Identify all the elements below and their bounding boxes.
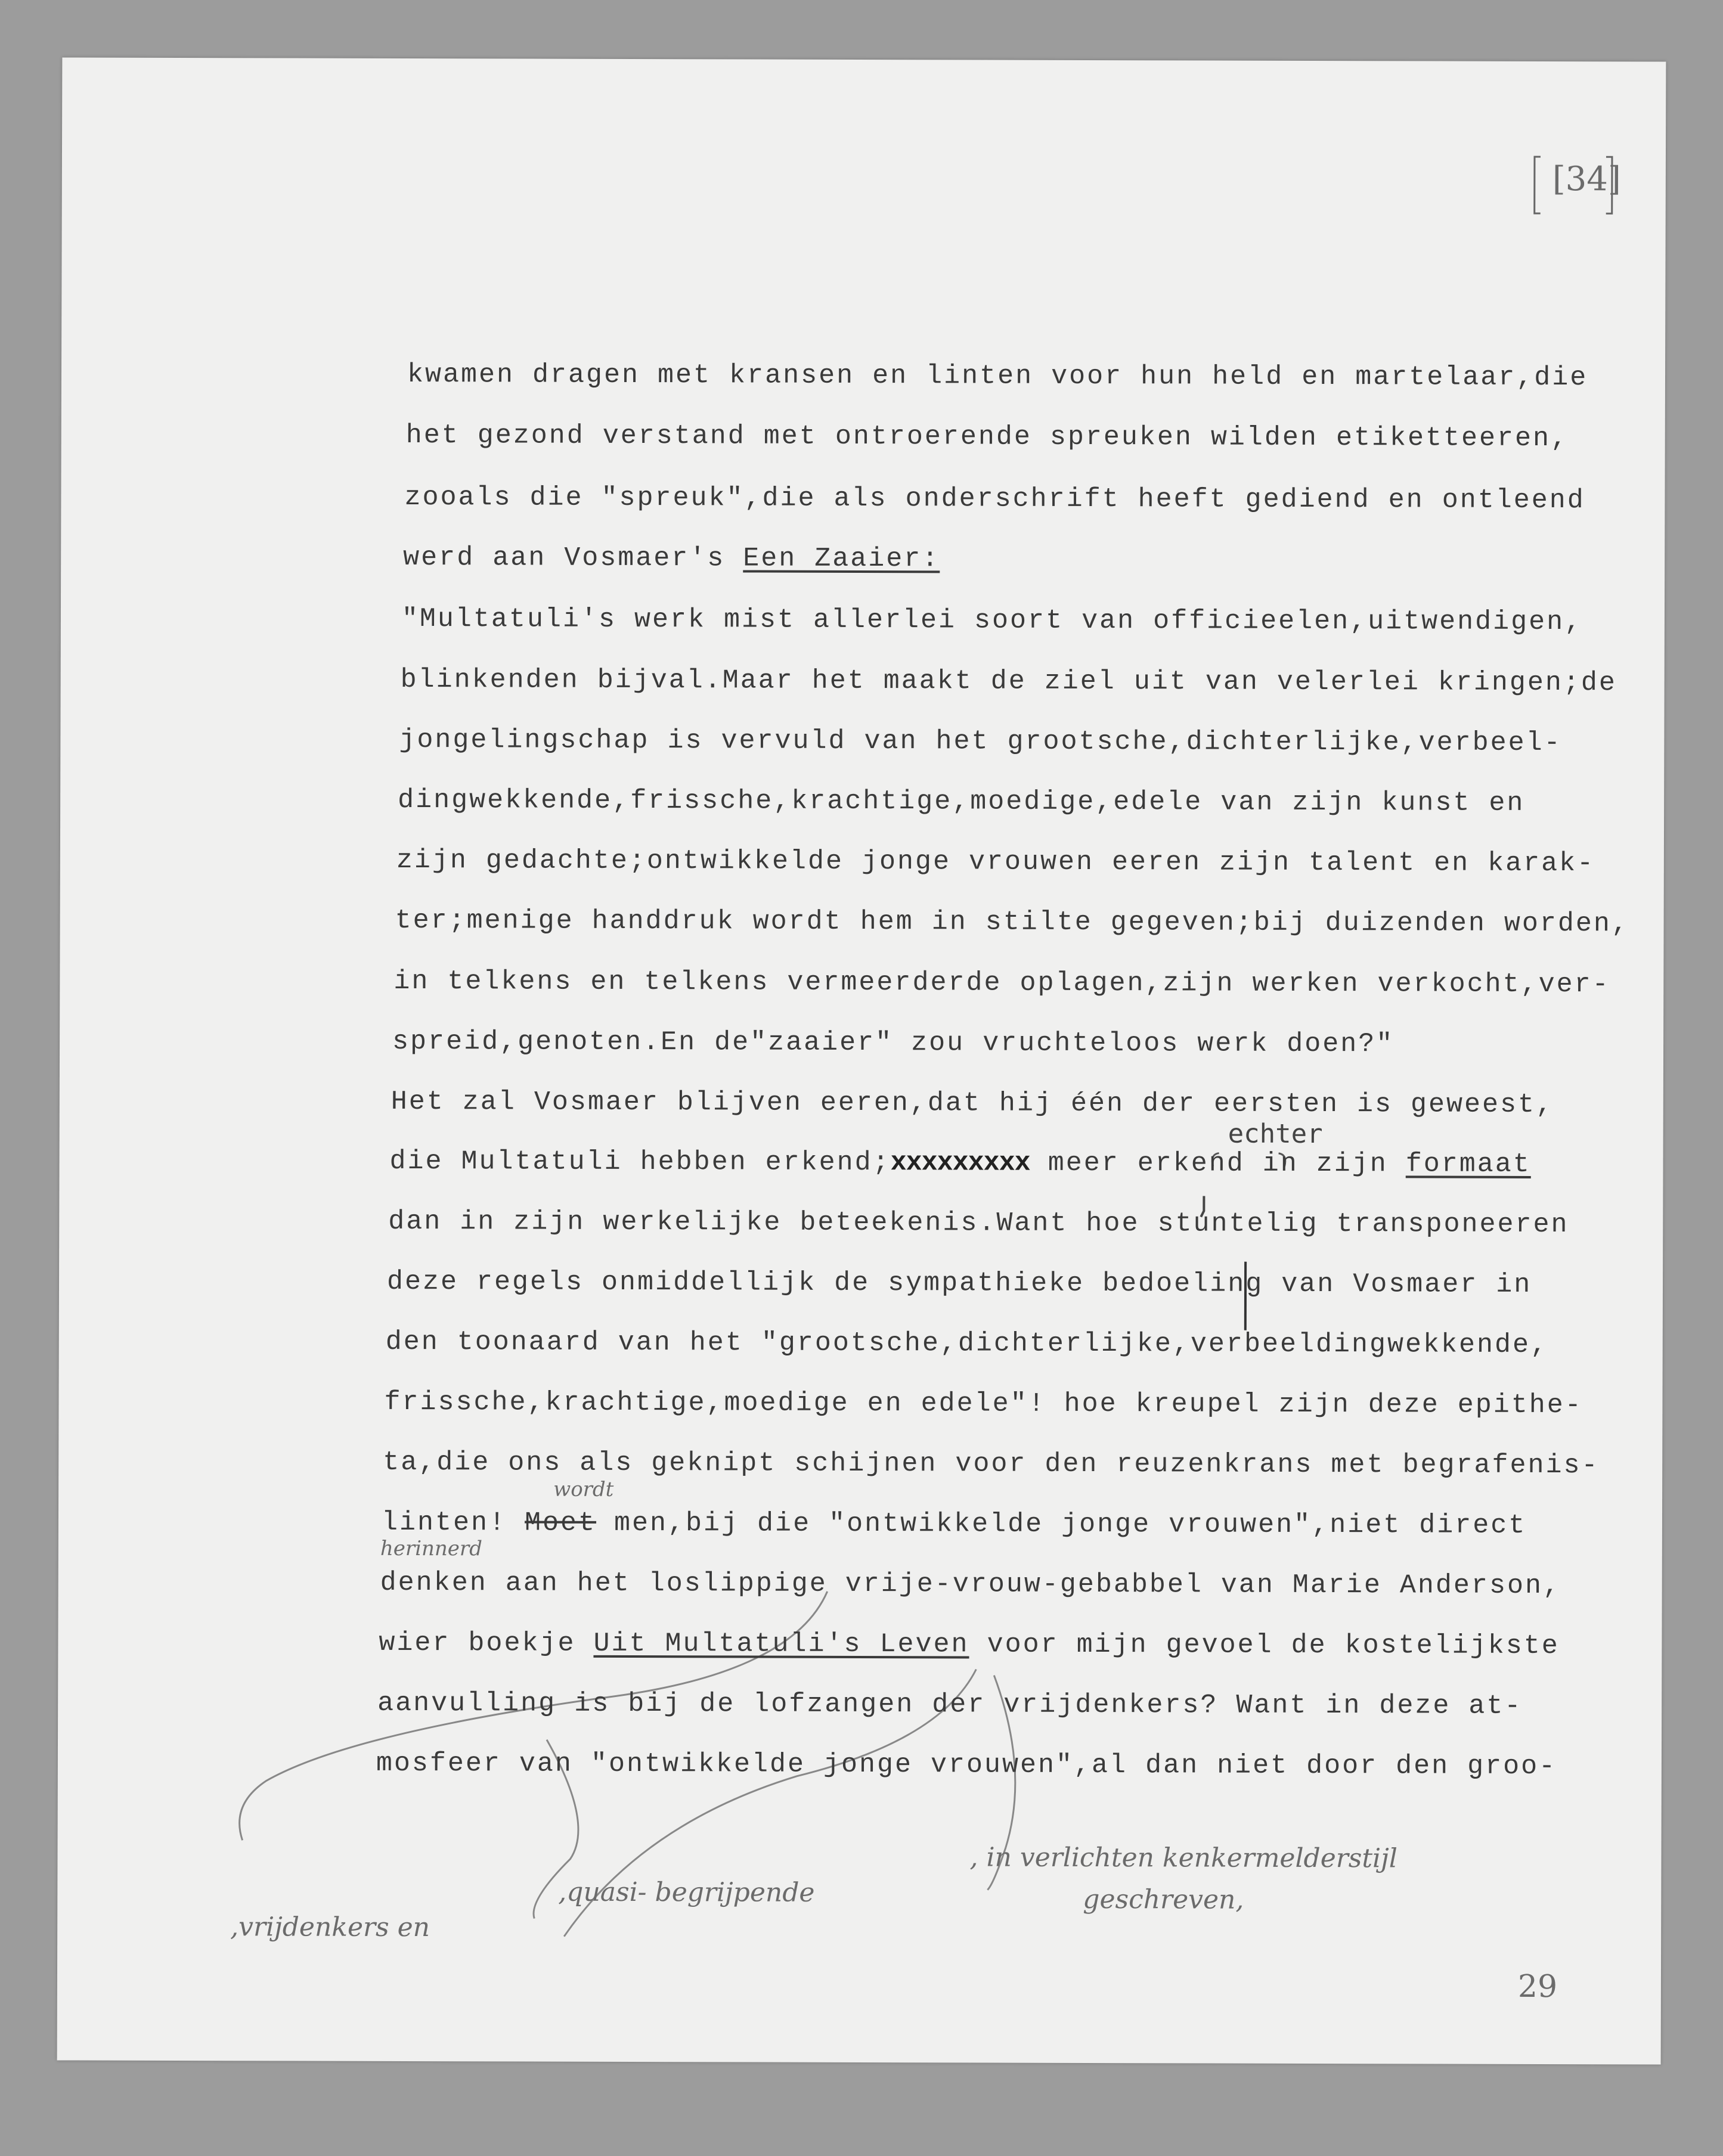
handwritten-note-vrijdenkers: ,vrijdenkers en <box>230 1912 430 1943</box>
handwritten-insert-echter: echter <box>1228 1118 1323 1150</box>
title-een-zaaier: Een Zaaier: <box>743 543 940 575</box>
text-line: ter;menige handdruk wordt hem in stilte gegeven;bij duizenden worden, <box>395 905 1629 939</box>
text-span: voor mijn gevoel de kostelijkste <box>969 1629 1560 1662</box>
handwritten-note-verlichten: , in verlichten kenkermelderstijl <box>969 1842 1397 1874</box>
book-title: Uit Multatuli's Leven <box>593 1628 969 1660</box>
text-line: frissche,krachtige,moedige en edele"! hoe kreupel zijn deze epithe- <box>384 1386 1583 1421</box>
text-line: in telkens en telkens vermeerderde oplagen,zijn werken verkocht,ver- <box>393 966 1610 1000</box>
text-span: men,bij die "ontwikkelde jonge vrouwen",niet direct <box>596 1507 1527 1541</box>
handwritten-note-quasi-begrijpende: ,quasi- begrijpende <box>558 1876 815 1908</box>
text-line: Het zal Vosmaer blijven eeren,dat hij één der eersten is geweest, <box>391 1086 1554 1121</box>
text-line <box>389 1146 1530 1180</box>
text-span: die Multatuli hebben erkend; <box>389 1146 891 1178</box>
text-span: wier boekje <box>379 1627 594 1659</box>
text-line: blinkenden bijval.Maar het maakt de ziel uit van velerlei kringen;de <box>400 664 1617 699</box>
text-span: linten! <box>381 1507 525 1538</box>
text-line: dingwekkende,frissche,krachtige,moedige,edele van zijn kunst en <box>398 784 1525 818</box>
text-line: het gezond verstand met ontroerende spreuken wilden etiketteeren, <box>405 420 1569 454</box>
document-page <box>57 57 1666 2064</box>
text-span: werd aan Vosmaer's <box>403 542 743 574</box>
text-span: meer erkend in zijn <box>1030 1147 1406 1180</box>
struck-out-word: Moet <box>524 1507 597 1538</box>
text-line: zooals die "spreuk",die als onderschrift heeft gediend en ontleend <box>404 482 1585 516</box>
archive-number: [34] <box>1552 160 1621 199</box>
handwritten-insert-herinnerd: herinnerd <box>380 1536 483 1561</box>
underlined-word: formaat <box>1405 1149 1531 1180</box>
text-line: "Multatuli's werk mist allerlei soort van officieelen,uitwendigen, <box>401 603 1583 638</box>
text-line: den toonaard van het "grootsche,dichterlijke,verbeeldingwekkende, <box>385 1326 1549 1361</box>
text-line <box>382 1507 1526 1541</box>
text-line: mosfeer van "ontwikkelde jonge vrouwen",al dan niet door den groo- <box>376 1748 1557 1782</box>
text-line: kwamen dragen met kransen en linten voor hun held en martelaar,die <box>407 359 1588 393</box>
text-line: dan in zijn werkelijke beteekenis.Want hoe stuntelig transponeeren <box>388 1206 1569 1240</box>
handwritten-insert-wordt: wordt <box>553 1477 614 1502</box>
text-line <box>379 1628 1559 1661</box>
handwritten-note-geschreven: geschreven, <box>1083 1884 1244 1915</box>
text-line: zijn gedachte;ontwikkelde jonge vrouwen eeren zijn talent en karak- <box>396 845 1595 879</box>
text-line: spreid,genoten.En de"zaaier" zou vruchteloos werk doen?" <box>392 1026 1394 1060</box>
page-number: 29 <box>1517 1968 1558 2005</box>
text-line: ta,die ons als geknipt schijnen voor den reuzenkrans met begrafenis- <box>383 1447 1600 1481</box>
struck-out-word: xxxxxxxxx <box>890 1147 1030 1178</box>
text-line: jongelingschap is vervuld van het grootsche,dichterlijke,verbeel- <box>399 724 1562 759</box>
text-line: aanvulling is bij de lofzangen der vrijdenkers? Want in deze at- <box>377 1687 1523 1721</box>
text-line: denken aan het loslippige vrije-vrouw-gebabbel van Marie Anderson, <box>380 1567 1561 1602</box>
text-line <box>403 542 940 574</box>
text-line: deze regels onmiddellijk de sympathieke bedoeling van Vosmaer in <box>386 1266 1532 1300</box>
